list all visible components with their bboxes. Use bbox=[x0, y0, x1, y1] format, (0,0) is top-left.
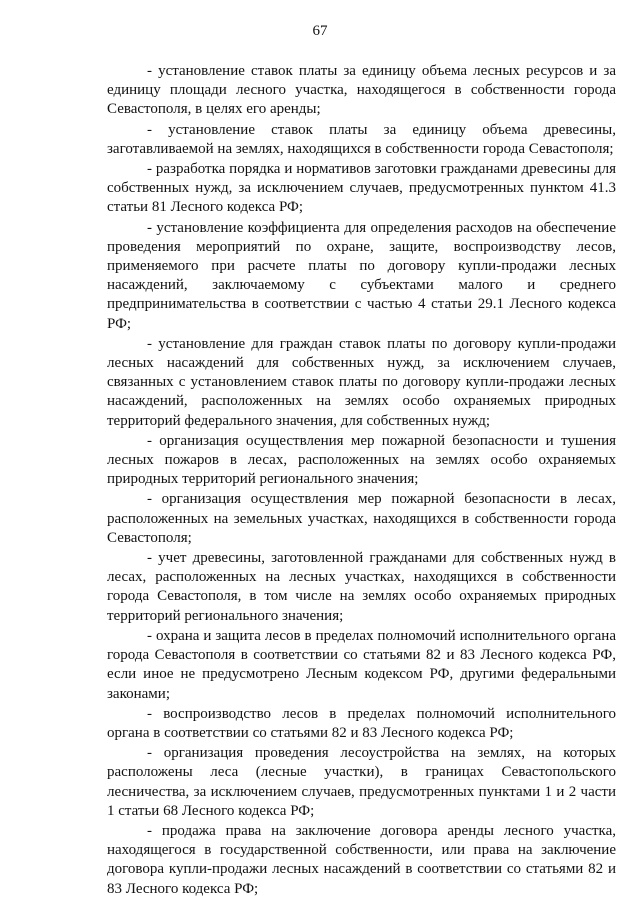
paragraph-10: - воспроизводство лесов в пределах полномочий исполнительного органа в соответствии со статьями 82 и 83 Лесного кодекса РФ; bbox=[107, 705, 616, 741]
paragraph-4: - установление коэффициента для определения расходов на обеспечение проведения мероприятий по охране, защите, воспроизводству лесов, применяемого при расчете платы по договору купли-продажи лесных насаждений, заключаемому с субъектами малого и среднего предпринимательства в соответствии с частью 4 статьи 29.1 Лесного кодекса РФ; bbox=[107, 219, 616, 332]
paragraph-1: - установление ставок платы за единицу объема лесных ресурсов и за единицу площади лесного участка, находящегося в собственности города Севастополя, в целях его аренды; bbox=[107, 63, 616, 118]
paragraph-7: - организация осуществления мер пожарной безопасности в лесах, расположенных на земельных участках, находящихся в собственности города Севастополя; bbox=[107, 491, 616, 546]
paragraph-6: - организация осуществления мер пожарной безопасности и тушения лесных пожаров в лесах, расположенных на землях особо охраняемых природных территорий регионального значения; bbox=[107, 432, 616, 488]
page-number: 67 bbox=[312, 23, 328, 39]
paragraph-5: - установление для граждан ставок платы по договору купли-продажи лесных насаждений для собственных нужд, за исключением случаев, связанных с установлением ставок платы по договору купли-продажи лесных насаждений, расположенных на землях особо охраняемых природных территорий федерального значения, для собственных нужд; bbox=[107, 335, 616, 429]
paragraph-11: - организация проведения лесоустройства на землях, на которых расположены леса (лесные участки), в границах Севастопольского лесничества, за исключением случаев, предусмотренных пунктами 1 и 2 части 1 статьи 68 Лесного кодекса РФ; bbox=[107, 745, 616, 819]
paragraph-3: - разработка порядка и нормативов заготовки гражданами древесины для собственных нужд, за исключением случаев, предусмотренных пунктом 41.3 статьи 81 Лесного кодекса РФ; bbox=[107, 161, 616, 216]
document-body bbox=[107, 62, 616, 900]
paragraph-8: - учет древесины, заготовленной гражданами для собственных нужд в лесах, расположенных на лесных участках, находящихся в собственности города Севастополя, в том числе на землях особо охраняемых природных территорий регионального значения; bbox=[107, 550, 616, 624]
paragraph-2: - установление ставок платы за единицу объема древесины, заготавливаемой на землях, находящихся в собственности города Севастополя; bbox=[107, 121, 616, 157]
paragraph-9: - охрана и защита лесов в пределах полномочий исполнительного органа города Севастополя в соответствии со статьями 82 и 83 Лесного кодекса РФ, если иное не предусмотрено Лесным кодексом РФ, другими федеральными законами; bbox=[107, 627, 616, 702]
paragraph-12: - продажа права на заключение договора аренды лесного участка, находящегося в государственной собственности, или права на заключение договора купли-продажи лесных насаждений в соответствии со статьями 82 и 83 Лесного кодекса РФ; bbox=[107, 822, 616, 897]
